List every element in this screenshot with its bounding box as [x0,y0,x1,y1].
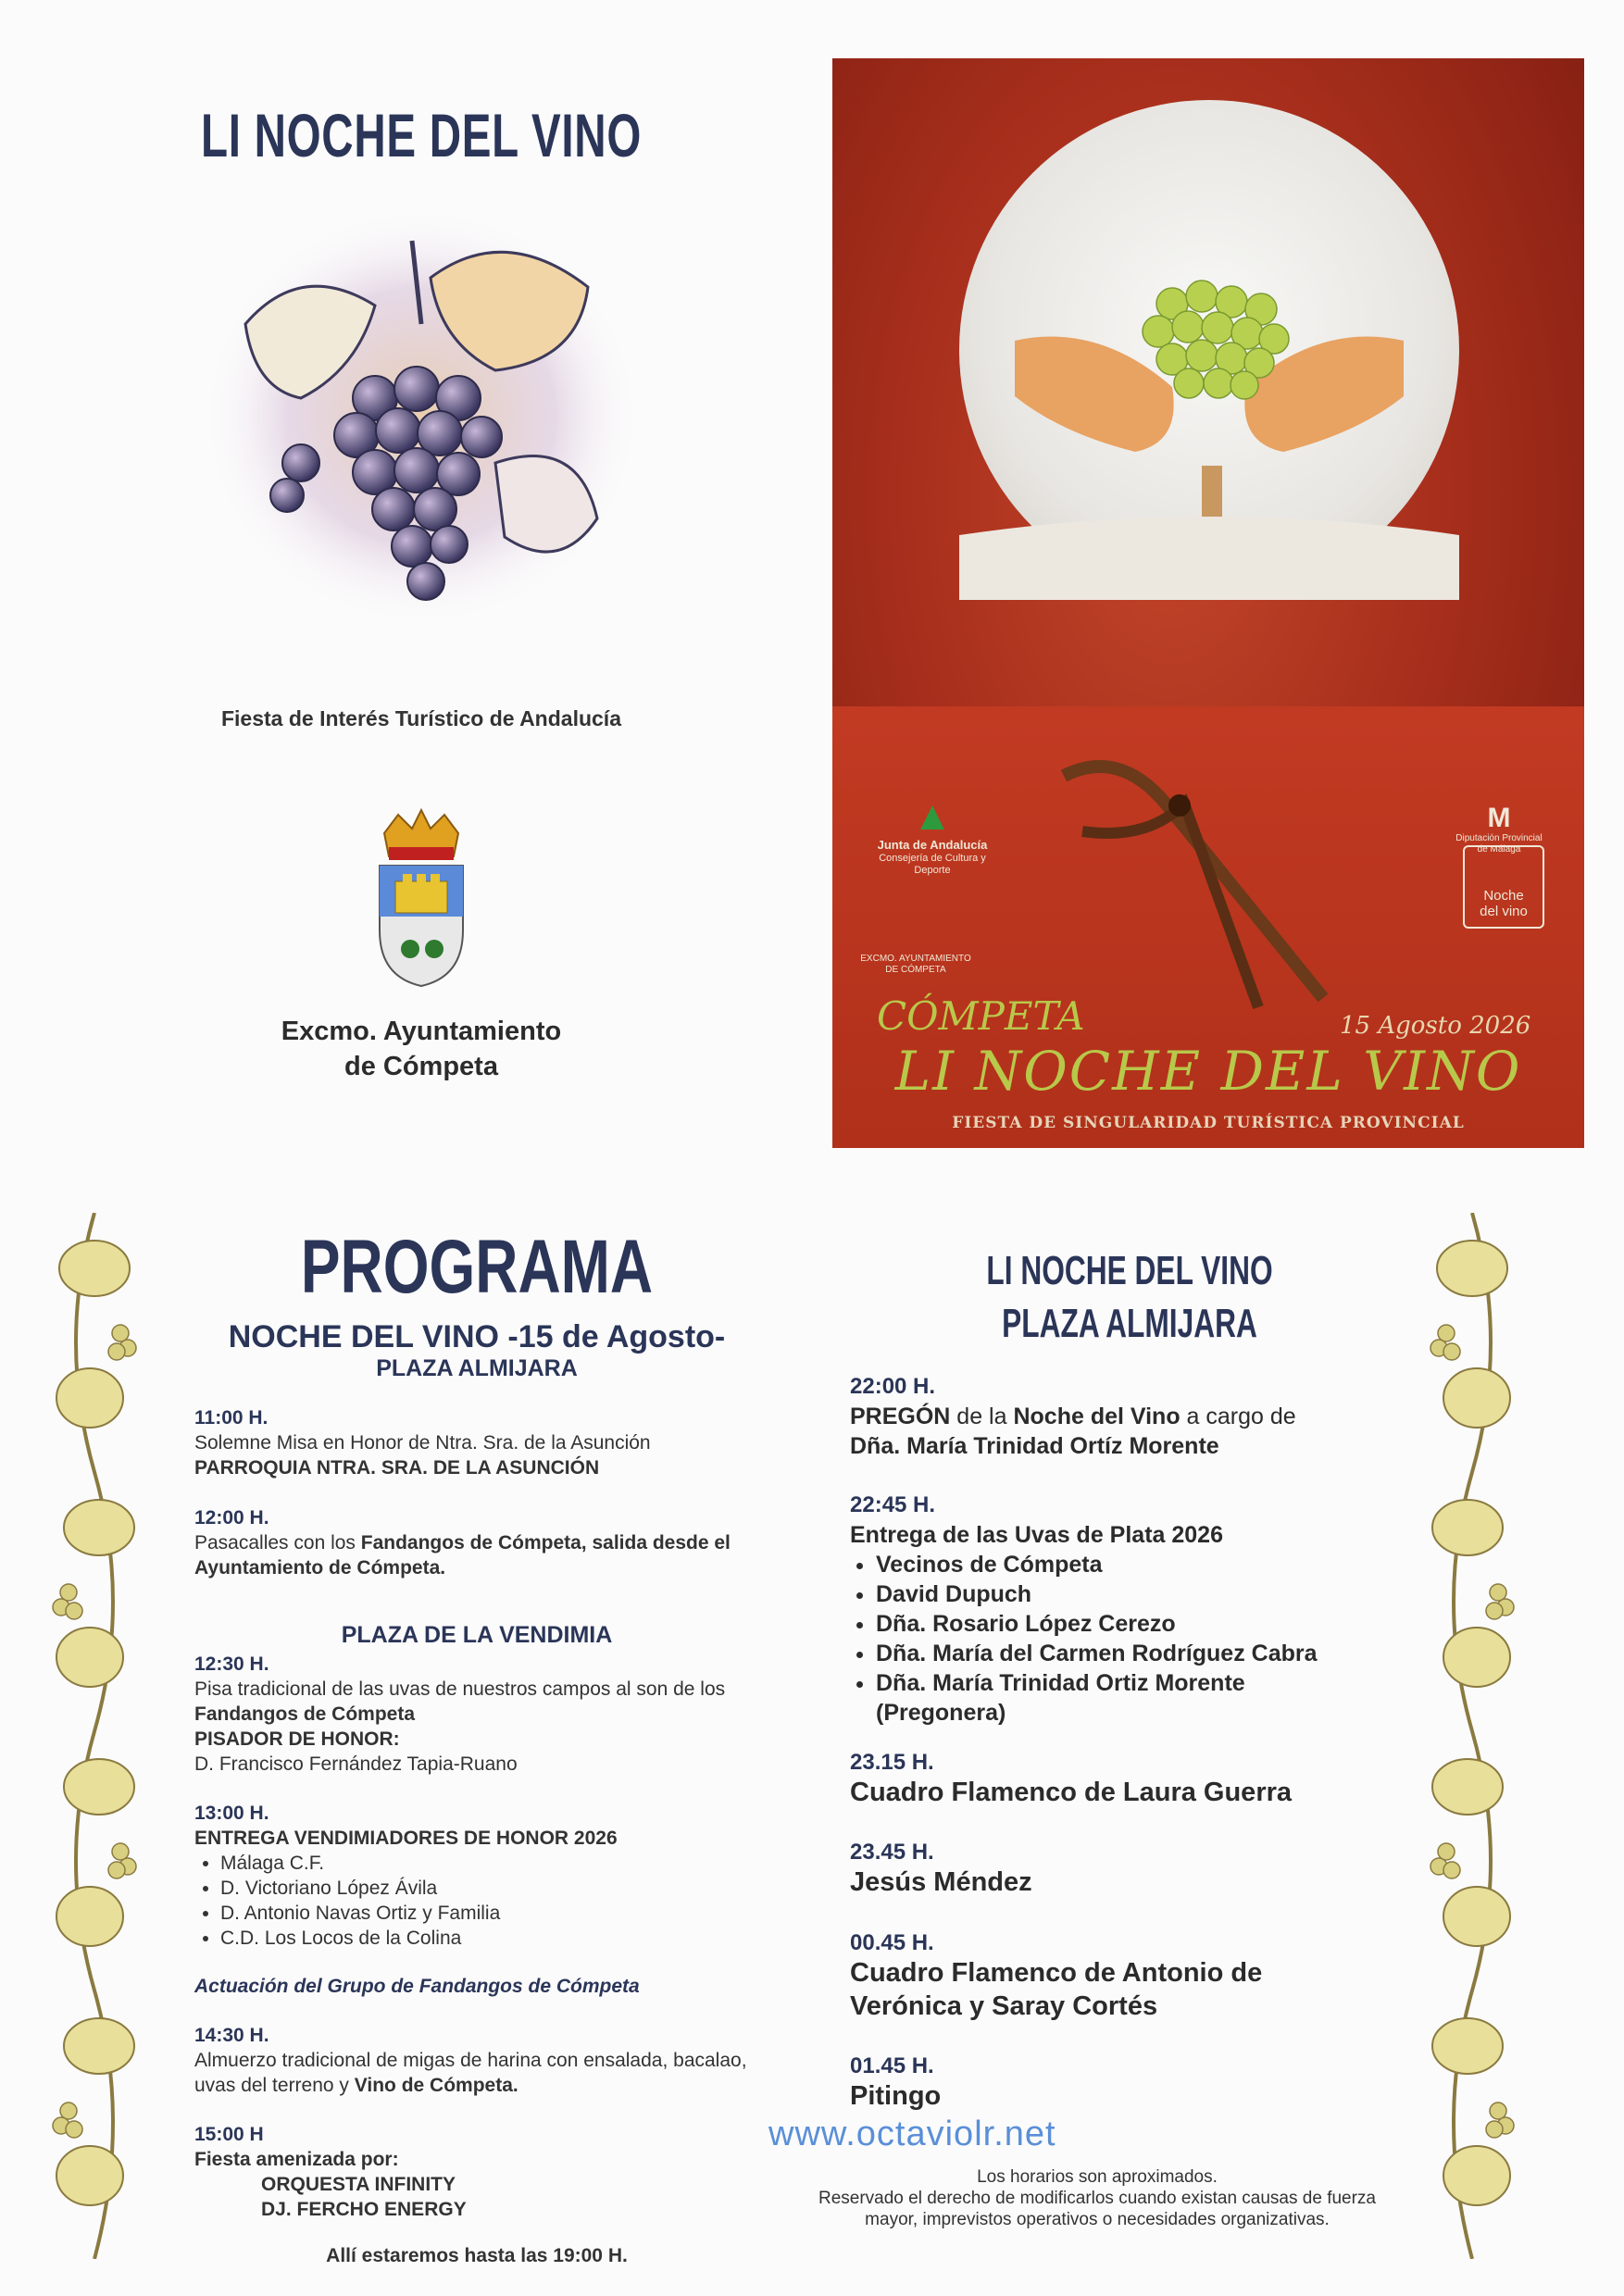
ayuntamiento-small-logo [851,954,981,976]
list-item: • Málaga C.F. [220,1851,787,1876]
poster-date: 15 Agosto 2026 [1340,1012,1531,1040]
event-time: 13:00 H. [194,1803,269,1824]
event-0045 [850,1930,1424,2023]
schedule-note [815,2166,1380,2230]
event-text: Pasacalles con los [194,1532,361,1554]
hands-with-grapes-illustration [959,100,1459,600]
list-item: • Dña. Rosario López Cerezo [876,1609,1424,1639]
pisador-label: PISADOR DE HONOR: [194,1728,400,1750]
grapes-illustration [190,185,653,667]
vine-border-right [1426,1213,1518,2259]
event-text: Jesús Méndez [850,1867,1032,1897]
event-text: Solemne Misa en Honor de Ntra. Sra. de la Asunción [194,1432,651,1454]
event-time: 00.45 H. [850,1930,934,1955]
diputacion-icon: M [1487,803,1511,833]
pregonera-name: Dña. María Trinidad Ortíz Morente [850,1433,1219,1459]
event-time: 12:30 H. [194,1653,269,1675]
cover-title: LI NOCHE DEL VINO [200,101,643,169]
junta-dept: Consejería de Cultura y Deporte [879,853,986,876]
ayto-small-1: EXCMO. AYUNTAMIENTO [860,954,971,964]
note-line-1: Los horarios son aproximados. [977,2167,1218,2187]
event-text: de la [950,1404,1014,1429]
list-item: • D. Victoriano López Ávila [220,1876,787,1901]
event-text: Pitingo [850,2081,942,2111]
orquesta-name: ORQUESTA INFINITY [261,2174,456,2195]
event-text: a cargo de [1180,1404,1296,1429]
pruning-shears-illustration [1027,739,1360,1017]
programa-title: PROGRAMA [300,1225,654,1309]
event-text-bold: Vino de Cómpeta. [354,2075,518,2096]
dj-name: DJ. FERCHO ENERGY [261,2199,467,2220]
noche-del-vino-badge [1463,845,1544,929]
list-item: • David Dupuch [876,1579,1424,1609]
event-text: Cuadro Flamenco de Laura Guerra [850,1778,1293,1807]
event-text-line-1: Cuadro Flamenco de Antonio de [850,1958,1263,1988]
event-place: PARROQUIA NTRA. SRA. DE LA ASUNCIÓN [194,1457,600,1479]
dipu-1: Diputación Provincial [1455,833,1543,843]
right-title-1: LI NOCHE DEL VINO [986,1248,1273,1293]
event-text-line-2: Verónica y Saray Cortés [850,1991,1158,2021]
plaza-vendimia-heading: PLAZA DE LA VENDIMIA [341,1622,613,1648]
closing-line: Allí estaremos hasta las 19:00 H. [326,2245,628,2266]
uvas-plata-list [850,1550,1424,1698]
ayto-small-2: DE CÓMPETA [885,965,946,975]
actuacion-line: Actuación del Grupo de Fandangos de Cómpeta [194,1976,640,1997]
pregon-word: PREGÓN [850,1404,951,1429]
noche-word: Noche del Vino [1013,1404,1181,1429]
poster-town: CÓMPETA [877,993,1085,1039]
event-time: 22:45 H. [850,1492,936,1517]
event-1430 [194,2023,768,2098]
poster [832,58,1584,1148]
poster-title: LI NOCHE DEL VINO [894,1040,1522,1103]
event-text: Almuerzo tradicional de migas de harina con ensalada, bacalao, uvas del terreno y [194,2050,747,2096]
junta-andalucia-logo [868,794,997,877]
event-time: 11:00 H. [194,1407,269,1429]
list-item: • C.D. Los Locos de la Colina [220,1926,787,1951]
note-line-2: Reservado el derecho de modificarlos cuando existan causas de fuerza mayor, imprevistos operativos o necesidades organizativas. [818,2189,1377,2229]
event-1500 [194,2122,787,2222]
programa-place: PLAZA ALMIJARA [376,1355,578,1381]
programa-subtitle: NOCHE DEL VINO -15 de Agosto- [228,1319,726,1354]
coat-of-arms-logo [366,805,477,991]
event-1100 [194,1405,787,1480]
list-item: • Vecinos de Cómpeta [876,1550,1424,1579]
event-2315 [850,1750,1424,1809]
event-2200 [850,1372,1424,1461]
ayuntamiento-line-1: Excmo. Ayuntamiento [281,1017,562,1046]
event-time: 14:30 H. [194,2025,269,2046]
event-title: ENTREGA VENDIMIADORES DE HONOR 2026 [194,1828,618,1849]
event-title: Entrega de las Uvas de Plata 2026 [850,1522,1223,1548]
vendimiadores-list [194,1851,787,1951]
ayuntamiento-line-2: de Cómpeta [344,1052,498,1081]
event-time: 23.45 H. [850,1840,934,1865]
poster-subtitle: FIESTA DE SINGULARIDAD TURÍSTICA PROVINCIAL [952,1114,1465,1132]
event-1230 [194,1652,787,1777]
event-text: Fiesta amenizada por: [194,2149,399,2170]
event-2345 [850,1840,1424,1899]
event-text-bold: Fandangos de Cómpeta, salida desde el Ayuntamiento de Cómpeta. [194,1532,731,1578]
watermark: www.octaviolr.net [768,2115,1056,2153]
badge-line-1: Noche [1483,888,1524,904]
fiesta-line: Fiesta de Interés Turístico de Andalucía [220,706,621,730]
event-text-bold: Fandangos de Cómpeta [194,1703,416,1725]
event-text: Pisa tradicional de las uvas de nuestros campos al son de los [194,1678,726,1700]
event-1300 [194,1801,787,1951]
ayuntamiento-name [0,1014,843,1084]
event-time: 15:00 H [194,2124,264,2145]
junta-name: Junta de Andalucía [877,838,988,852]
event-1200 [194,1505,787,1580]
list-item: • Dña. María del Carmen Rodríguez Cabra [876,1639,1424,1668]
pregonera-note: (Pregonera) [876,1700,1006,1726]
right-title-2: PLAZA ALMIJARA [1002,1301,1257,1346]
event-time: 23.15 H. [850,1750,934,1775]
list-item: • Dña. María Trinidad Ortiz Morente [876,1668,1424,1698]
event-time: 22:00 H. [850,1374,936,1399]
pisador-name: D. Francisco Fernández Tapia-Ruano [194,1753,518,1775]
event-time: 12:00 H. [194,1507,269,1529]
event-2245 [850,1491,1424,1728]
vine-border-left [48,1213,141,2259]
event-time: 01.45 H. [850,2053,934,2078]
list-item: • D. Antonio Navas Ortiz y Familia [220,1901,787,1926]
badge-line-2: del vino [1480,904,1528,919]
junta-andalucia-icon: ▲ [912,793,953,839]
event-0145 [850,2053,1424,2113]
dipu-2: de Málaga [1477,844,1521,855]
